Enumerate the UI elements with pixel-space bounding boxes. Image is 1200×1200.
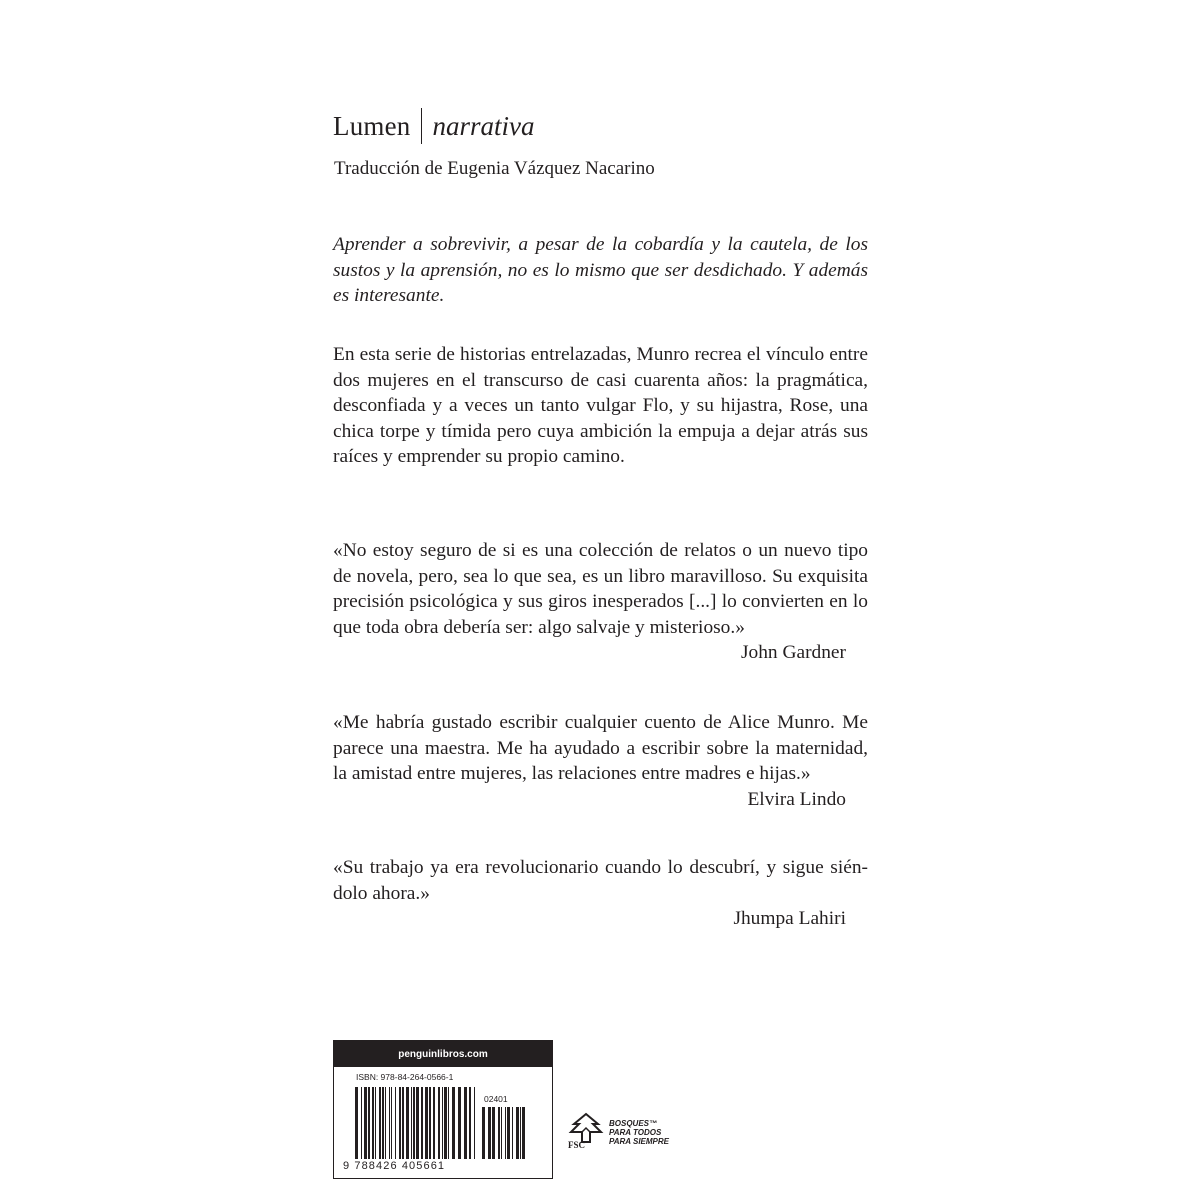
quote-author: Elvira Lindo bbox=[747, 788, 846, 810]
review-quote bbox=[333, 710, 868, 812]
publisher-name: Lumen bbox=[333, 110, 411, 141]
review-quote bbox=[333, 538, 868, 666]
publisher-imprint bbox=[333, 106, 535, 146]
quote-text: «Me habría gustado escribir cualquier cuento de Alice Munro. Me parece una maestra. Me ha ayudado a escribir sobre la maternidad, la amistad entre mujeres, las relaciones entre madres e hijas.» bbox=[333, 712, 868, 784]
series-name: narrativa bbox=[432, 110, 535, 141]
fsc-slogan-line: PARA SIEMPRE bbox=[609, 1137, 670, 1146]
fsc-slogan bbox=[609, 1119, 669, 1146]
synopsis: En esta serie de historias entrelazadas, Munro recrea el vínculo entre dos mujeres en el transcurso de casi cuarenta años: la pragmática, desconfiada y a veces un tanto vulgar Flo, y su hijastra, Rose, una chica torpe y tímida pero cuya ambición la empuja a dejar atrás sus raíces y emprender su propio camino. bbox=[333, 344, 868, 467]
publisher-website: penguinlibros.com bbox=[334, 1041, 552, 1067]
quote-text: «Su trabajo ya era revolucionario cuando lo descubrí, y sigue siéndolo ahora.» bbox=[333, 857, 868, 904]
fsc-slogan-line: BOSQUES bbox=[609, 1119, 650, 1128]
barcode-digits: 9 788426 405661 bbox=[343, 1160, 446, 1172]
isbn-number: ISBN: 978-84-264-0566-1 bbox=[356, 1072, 454, 1082]
addon-barcode bbox=[481, 1107, 529, 1159]
barcode-label bbox=[333, 1040, 553, 1179]
review-quote bbox=[333, 855, 868, 932]
trademark-mark: ™ bbox=[649, 1119, 658, 1128]
barcode-addon-number: 02401 bbox=[484, 1094, 508, 1104]
quote-text: «No estoy seguro de si es una colección de relatos o un nuevo tipo de novela, pero, sea lo que sea, es un libro maravilloso. Su exquisita precisión psicológica y sus giros inesperados [...] lo convierten en lo que toda obra debería ser: algo salvaje y misterioso.» bbox=[333, 540, 868, 638]
imprint-divider bbox=[421, 108, 422, 144]
quote-author: John Gardner bbox=[740, 642, 846, 663]
epigraph: Aprender a sobrevivir, a pesar de la cobardía y la cautela, de los sustos y la aprensión, no es lo mismo que ser desdichado. Y además es interesante. bbox=[333, 234, 868, 306]
translator-credit: Traducción de Eugenia Vázquez Nacarino bbox=[334, 158, 655, 179]
quote-author: Jhumpa Lahiri bbox=[733, 908, 846, 929]
fsc-label: FSC bbox=[568, 1140, 586, 1150]
fsc-slogan-line: PARA TODOS bbox=[609, 1128, 662, 1137]
ean-barcode bbox=[354, 1087, 478, 1161]
